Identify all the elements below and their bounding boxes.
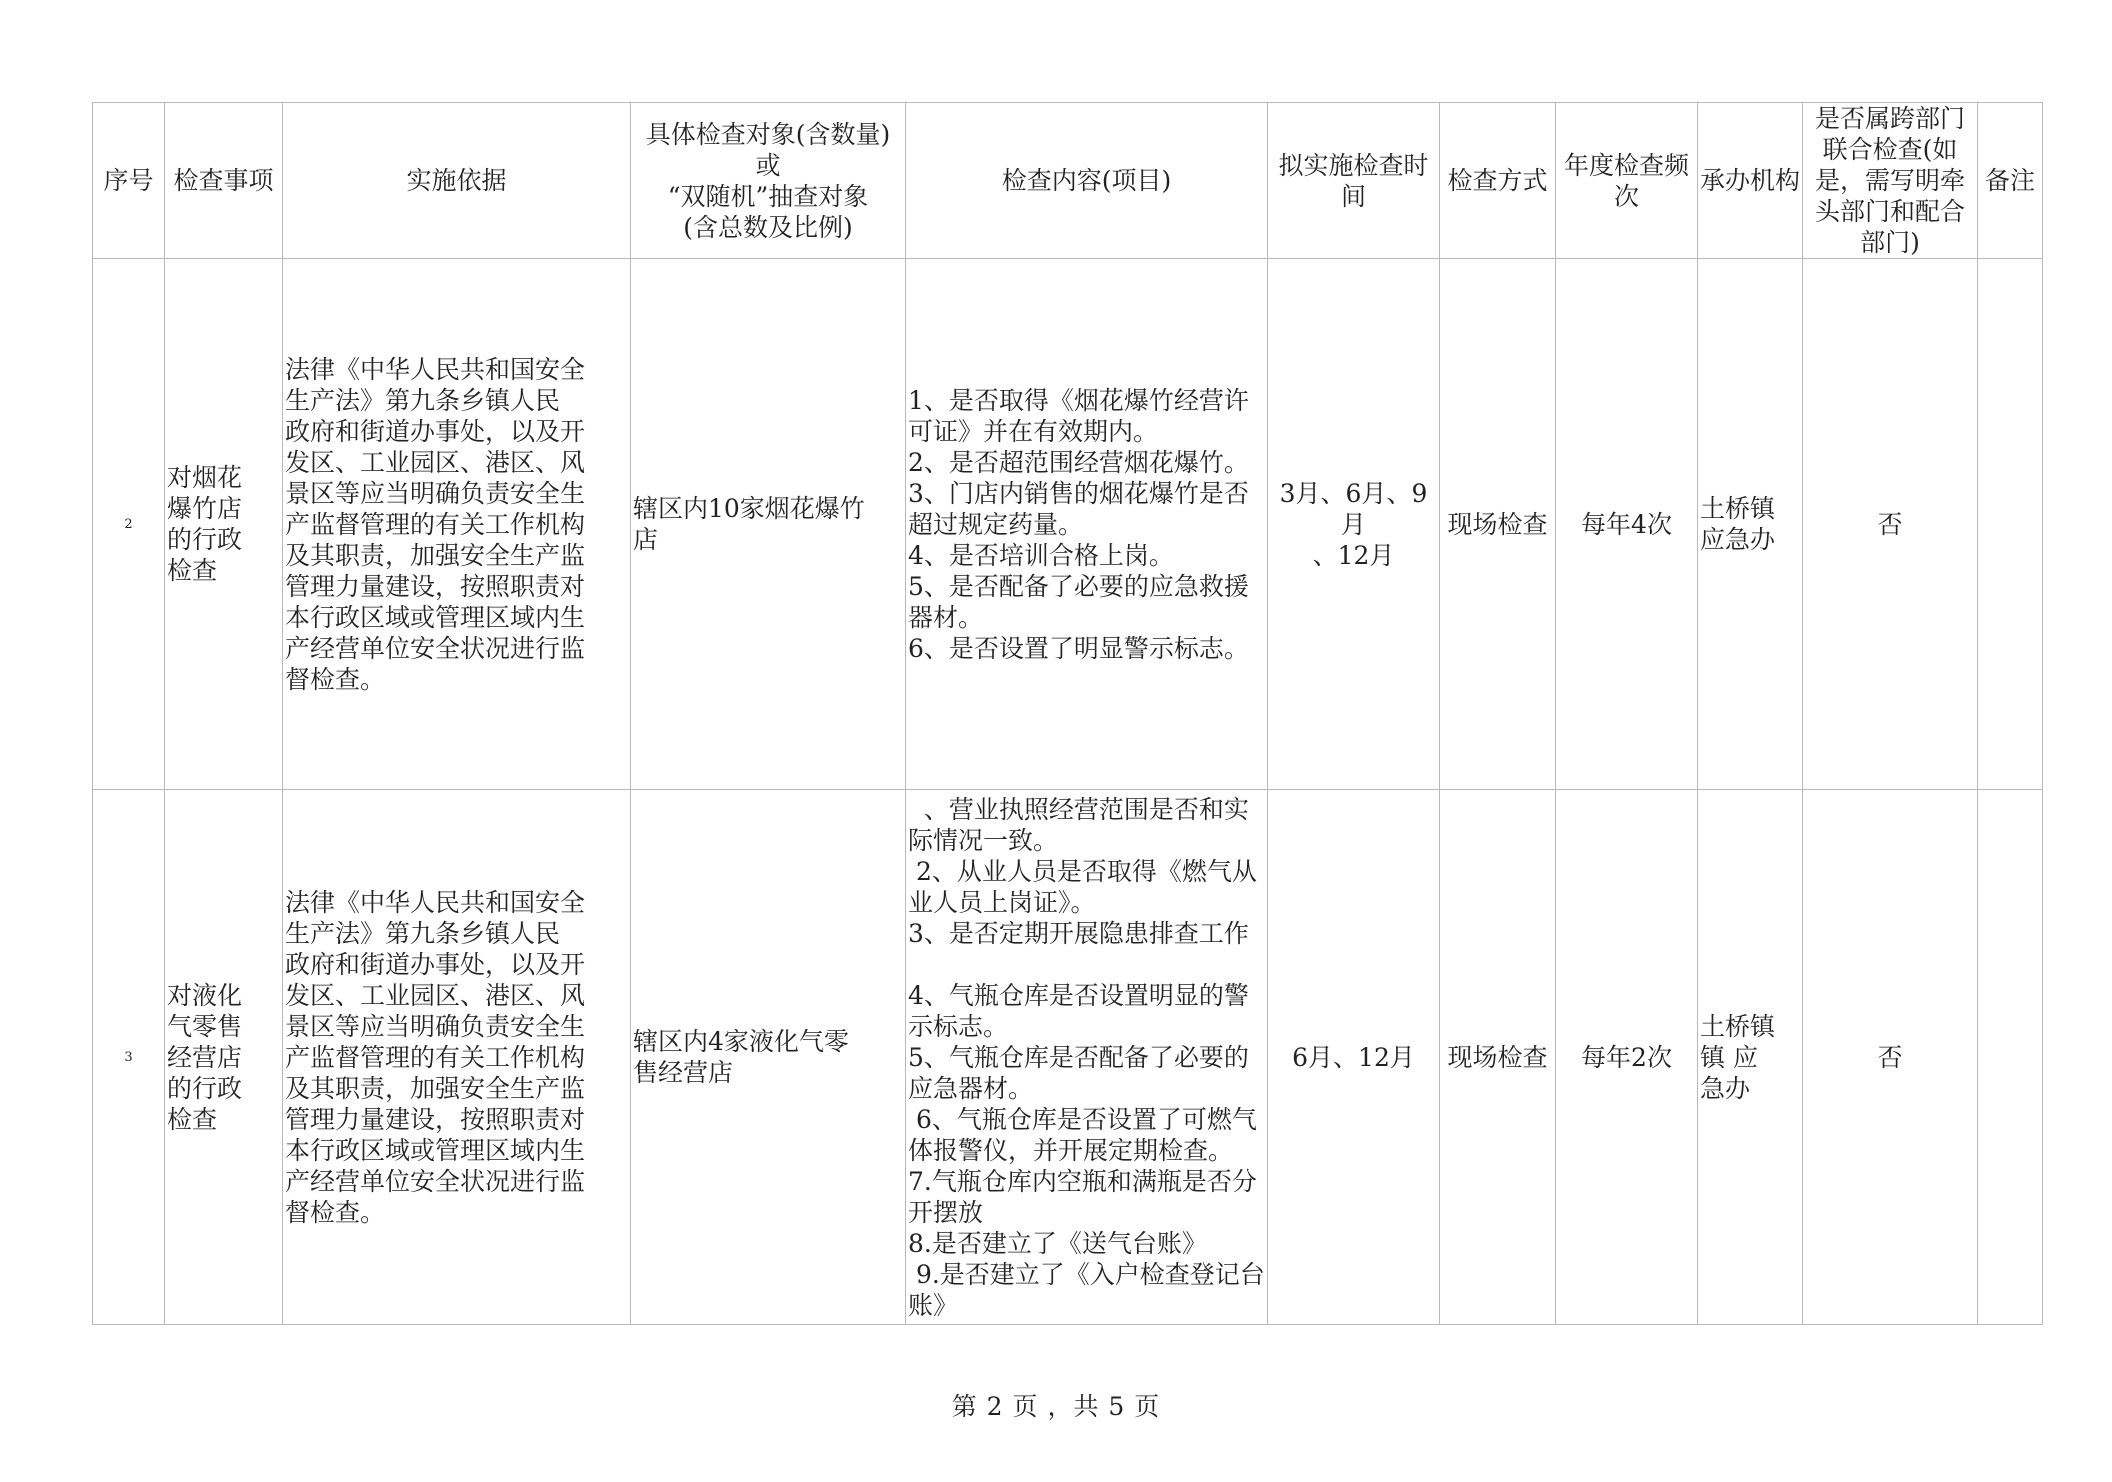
- row-time: 3月、6月、9月 、12月: [1268, 259, 1440, 790]
- row-method: 现场检查: [1440, 259, 1556, 790]
- header-method: 检查方式: [1440, 103, 1556, 259]
- row-frequency: 每年2次: [1556, 790, 1698, 1325]
- row-org: 土桥镇 镇 应 急办: [1698, 790, 1803, 1325]
- header-item: 检查事项: [165, 103, 283, 259]
- row-seq: 3: [93, 790, 165, 1325]
- header-object: 具体检查对象(含数量) 或 “双随机”抽查对象 (含总数及比例): [631, 103, 906, 259]
- header-frequency: 年度检查频次: [1556, 103, 1698, 259]
- row-object: 辖区内10家烟花爆竹 店: [631, 259, 906, 790]
- row-joint-inspection: 否: [1803, 790, 1978, 1325]
- row-item: 对烟花 爆竹店 的行政 检查: [165, 259, 283, 790]
- row-org: 土桥镇 应急办: [1698, 259, 1803, 790]
- row-joint-inspection: 否: [1803, 259, 1978, 790]
- row-item: 对液化 气零售 经营店 的行政 检查: [165, 790, 283, 1325]
- row-remark: [1978, 790, 2043, 1325]
- row-basis: 法律《中华人民共和国安全 生产法》第九条乡镇人民 政府和街道办事处，以及开 发区、工业园区、港区、风 景区等应当明确负责安全生 产监督管理的有关工作机构 及其职责，加强安全生产监 管理力量建设，按照职责对 本行政区域或管理区域内生 产经营单位安全状况进行监 督检查。: [283, 259, 631, 790]
- row-seq: 2: [93, 259, 165, 790]
- header-time: 拟实施检查时间: [1268, 103, 1440, 259]
- row-object: 辖区内4家液化气零 售经营店: [631, 790, 906, 1325]
- header-joint-inspection: 是否属跨部门 联合检查(如 是，需写明牵 头部门和配合 部门): [1803, 103, 1978, 259]
- table-row: [93, 790, 2043, 1325]
- row-basis: 法律《中华人民共和国安全 生产法》第九条乡镇人民 政府和街道办事处，以及开 发区、工业园区、港区、风 景区等应当明确负责安全生 产监督管理的有关工作机构 及其职责，加强安全生产监 管理力量建设，按照职责对 本行政区域或管理区域内生 产经营单位安全状况进行监 督检查。: [283, 790, 631, 1325]
- row-remark: [1978, 259, 2043, 790]
- row-time: 6月、12月: [1268, 790, 1440, 1325]
- inspection-plan-table: [92, 102, 2043, 1325]
- header-content: 检查内容(项目): [906, 103, 1268, 259]
- row-content: 、营业执照经营范围是否和实 际情况一致。 2、从业人员是否取得《燃气从 业人员上岗证》。 3、是否定期开展隐患排查工作 4、气瓶仓库是否设置明显的警 示标志。 5、气瓶仓库是否配备了必要的 应急器材。 6、气瓶仓库是否设置了可燃气 体报警仪，并开展定期检查。 7.气瓶仓库内空瓶和满瓶是否分 开摆放 8.是否建立了《送气台账》 9.是否建立了《入户检查登记台 账》: [906, 790, 1268, 1325]
- header-seq: 序号: [93, 103, 165, 259]
- row-frequency: 每年4次: [1556, 259, 1698, 790]
- table-row: [93, 259, 2043, 790]
- row-method: 现场检查: [1440, 790, 1556, 1325]
- header-row: [93, 103, 2043, 259]
- header-basis: 实施依据: [283, 103, 631, 259]
- header-org: 承办机构: [1698, 103, 1803, 259]
- row-content: 1、是否取得《烟花爆竹经营许 可证》并在有效期内。 2、是否超范围经营烟花爆竹。 3、门店内销售的烟花爆竹是否 超过规定药量。 4、是否培训合格上岗。 5、是否配备了必要的应急救援 器材。 6、是否设置了明显警示标志。: [906, 259, 1268, 790]
- header-remark: 备注: [1978, 103, 2043, 259]
- page-footer: 第 2 页 ，共 5 页: [951, 1392, 1161, 1421]
